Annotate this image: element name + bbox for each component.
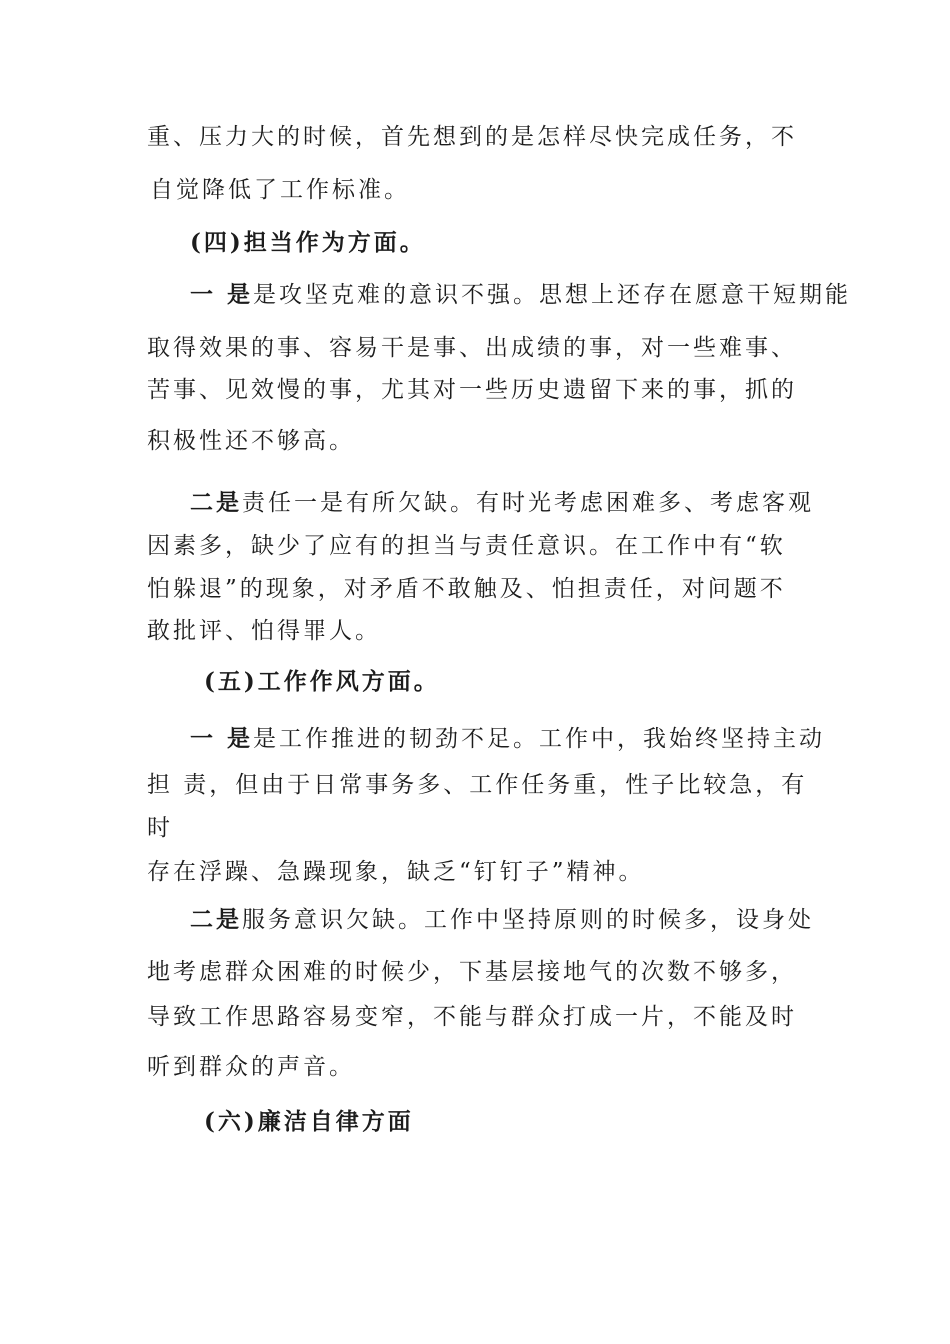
section-heading: (六)廉洁自律方面 [204, 1108, 414, 1135]
paragraph-line: 重、压力大的时候，首先想到的是怎样尽快完成任务，不 [147, 124, 797, 150]
paragraph-line: 怕躲退”的现象，对矛盾不敢触及、怕担责任，对问题不 [147, 576, 786, 602]
paragraph-line: 听到群众的声音。 [147, 1054, 355, 1080]
paragraph-line: 导致工作思路容易变窄，不能与群众打成一片，不能及时 [147, 1004, 797, 1030]
item-lead: 一 是 [190, 725, 254, 752]
paragraph-line: 取得效果的事、容易干是事、出成绩的事，对一些难事、 [147, 335, 797, 361]
paragraph-line: 担 责，但由于日常事务多、工作任务重，性子比较急，有 [147, 772, 808, 798]
item-lead: 二是 [190, 489, 242, 516]
paragraph-line: 时 [147, 815, 173, 841]
item-lead: 一 是 [190, 281, 254, 308]
paragraph-line: 苦事、见效慢的事，尤其对一些历史遗留下来的事，抓的 [147, 377, 797, 403]
paragraph-line: 自觉降低了工作标准。 [150, 177, 410, 203]
paragraph-line: 积极性还不够高。 [147, 428, 355, 454]
paragraph-line: 存在浮躁、急躁现象，缺乏“钉钉子”精神。 [147, 859, 645, 885]
paragraph-line: 地考虑群众困难的时候少，下基层接地气的次数不够多， [147, 959, 797, 985]
section-heading: (五)工作作风方面。 [204, 668, 440, 695]
paragraph-line: 二是责任一是有所欠缺。有时光考虑困难多、考虑客观 [190, 489, 814, 516]
paragraph-line: 一 是是攻坚克难的意识不强。思想上还存在愿意干短期能 [190, 281, 852, 308]
paragraph-line: 一 是是工作推进的韧劲不足。工作中，我始终坚持主动 [190, 725, 826, 752]
section-heading: (四)担当作为方面。 [190, 229, 426, 256]
paragraph-line: 敢批评、怕得罪人。 [147, 618, 381, 644]
paragraph-line: 因素多，缺少了应有的担当与责任意识。在工作中有“软 [147, 533, 786, 559]
paragraph-line: 二是服务意识欠缺。工作中坚持原则的时候多，设身处 [190, 906, 814, 933]
item-lead: 二是 [190, 906, 242, 933]
